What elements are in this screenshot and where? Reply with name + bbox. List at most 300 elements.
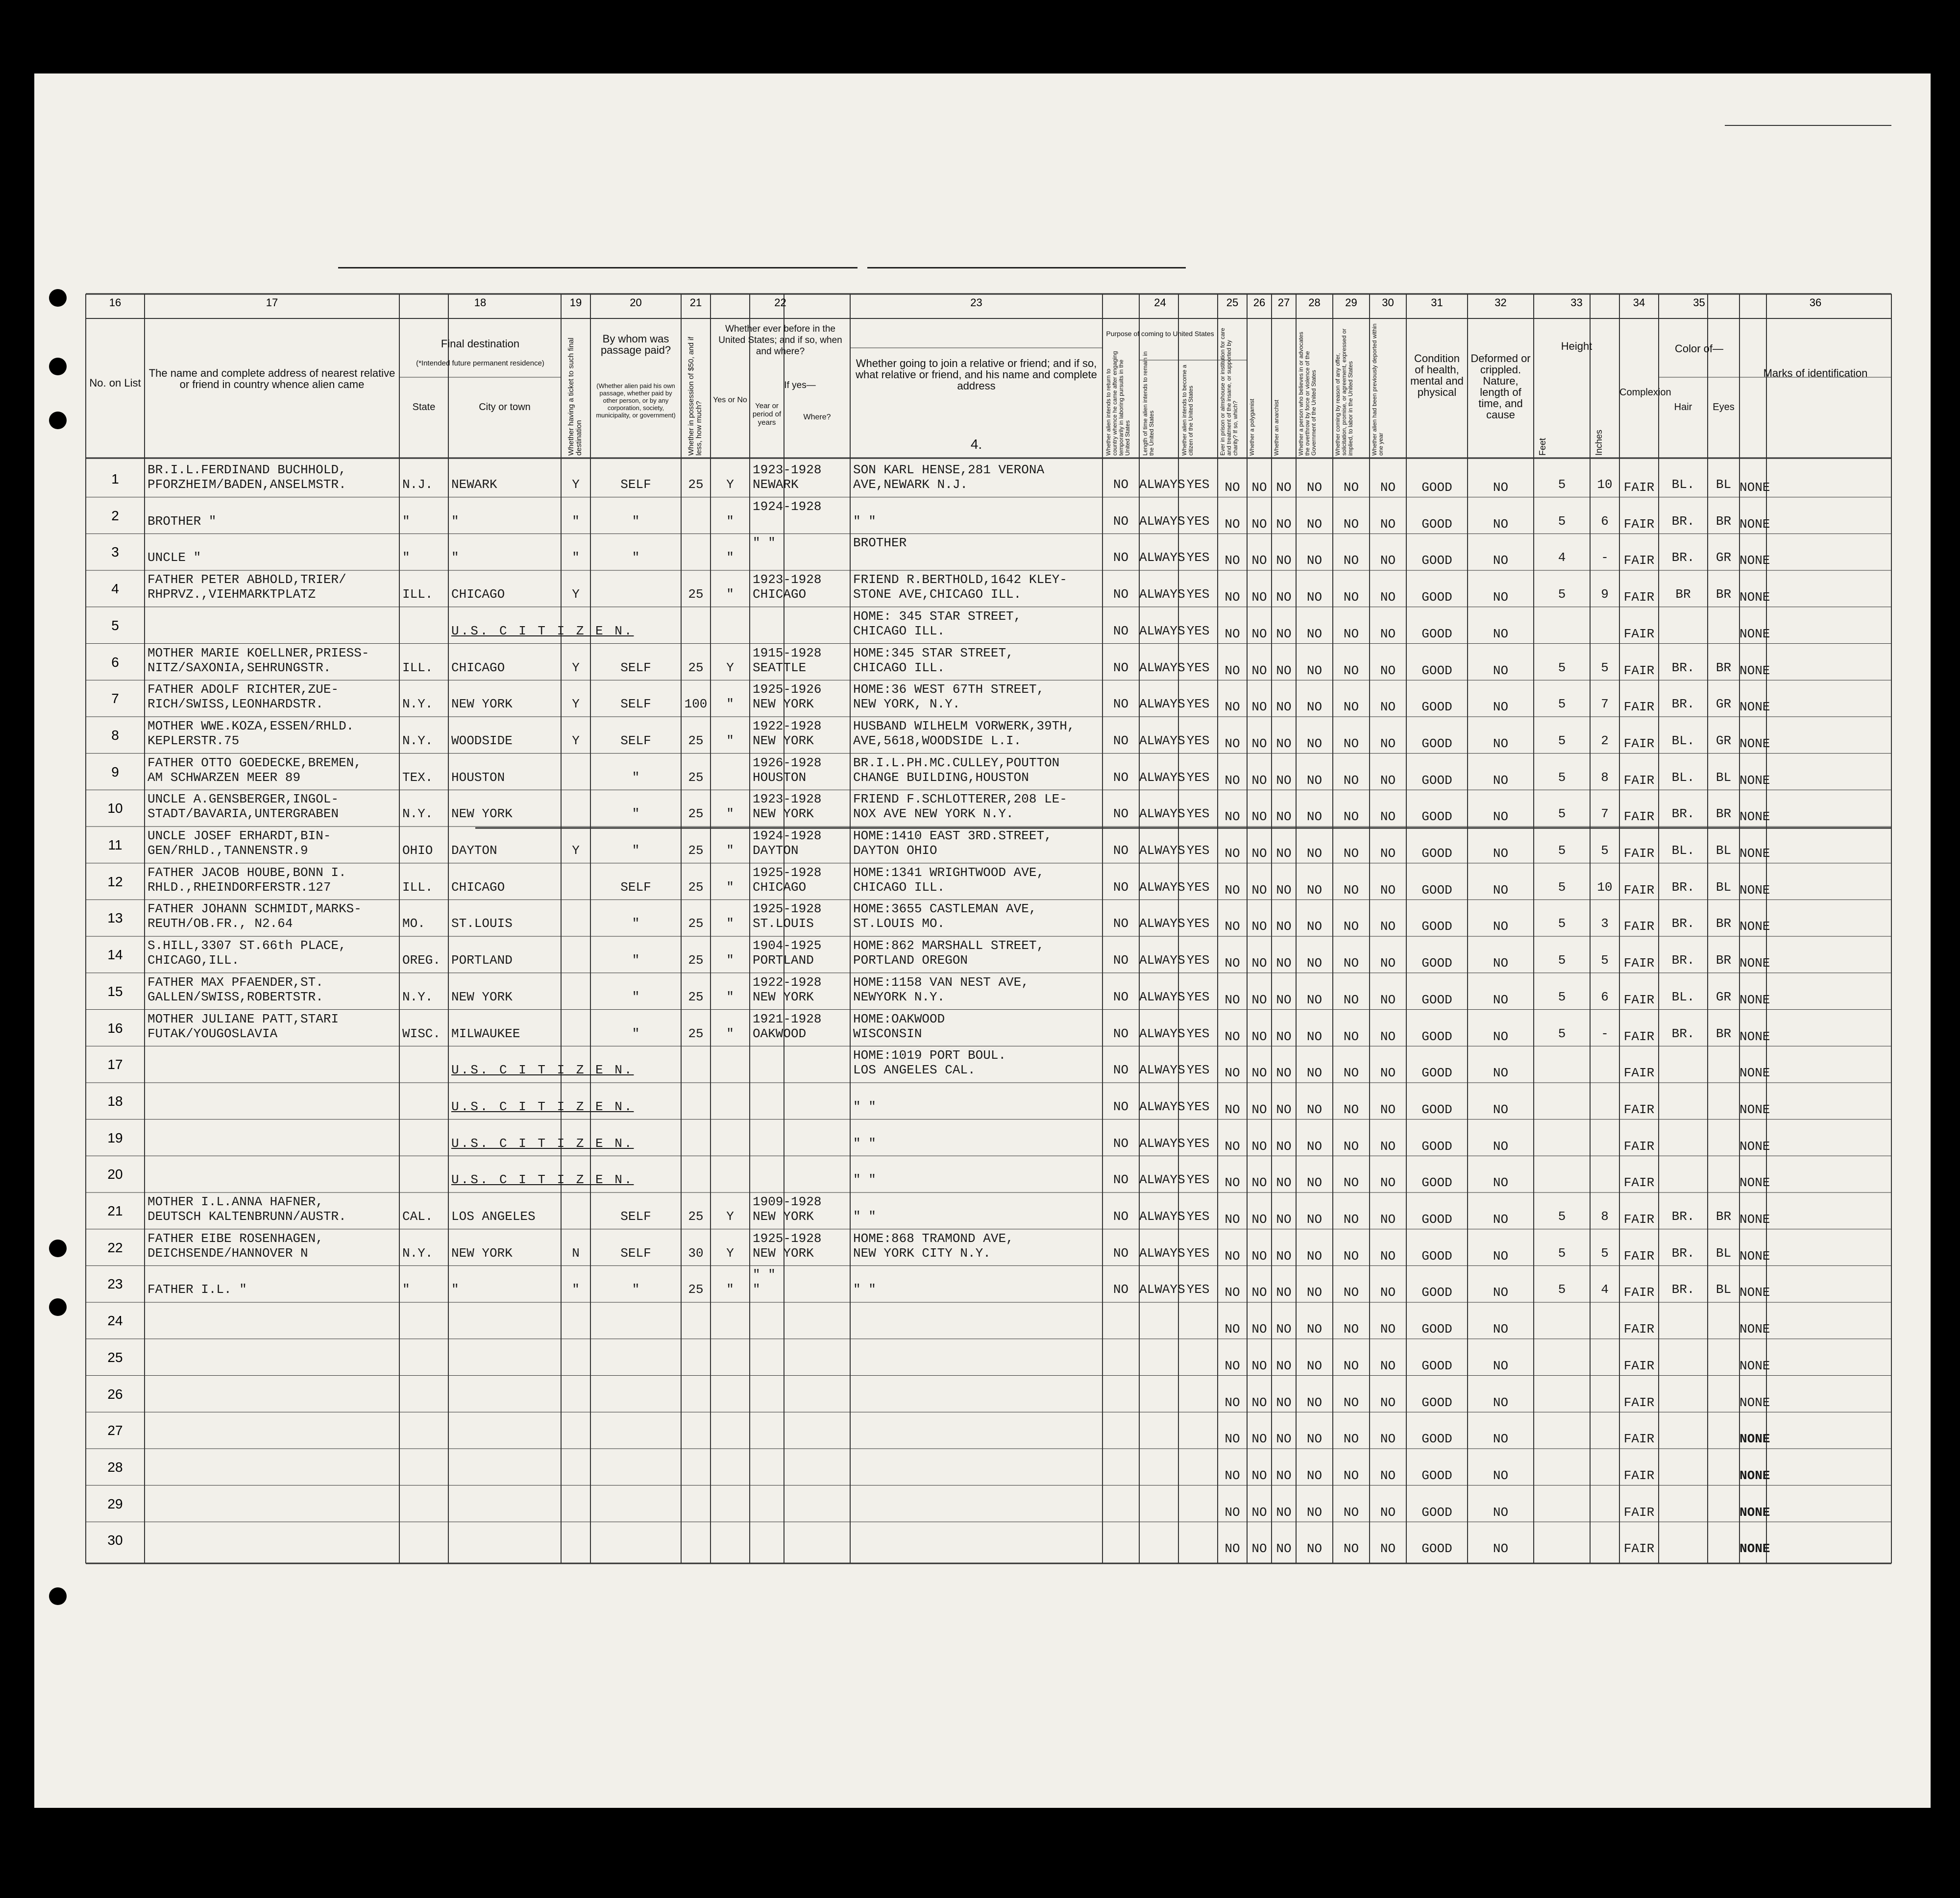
- cell-inches: -: [1601, 550, 1609, 565]
- cell-rel1: BR.I.L.FERDINAND BUCHHOLD,: [147, 462, 346, 477]
- cell-deformed: NO: [1493, 590, 1509, 605]
- cell-complexion: FAIR: [1623, 480, 1655, 495]
- cell-c27: NO: [1276, 992, 1292, 1007]
- cell-eyes: BL: [1715, 1282, 1732, 1297]
- cell-p2: ALWAYS: [1139, 770, 1185, 785]
- cell-inches: 6: [1601, 513, 1609, 529]
- cell-city: ": [451, 1282, 459, 1297]
- cell-hair: BR.: [1671, 1245, 1695, 1261]
- cell-c25: NO: [1225, 1285, 1240, 1300]
- cell-p3: YES: [1186, 1245, 1210, 1261]
- cell-c27: NO: [1276, 956, 1292, 971]
- row-number: 18: [107, 1093, 123, 1109]
- column-header-c16: No. on List: [89, 377, 141, 389]
- cell-where: NEW YORK: [753, 697, 814, 712]
- cell-deformed: NO: [1493, 700, 1509, 715]
- cell-health: GOOD: [1421, 1541, 1452, 1557]
- cell-state: OREG.: [402, 953, 441, 968]
- cell-paid: SELF: [620, 1209, 651, 1224]
- cell-where: NEW YORK: [753, 733, 814, 748]
- cell-health: GOOD: [1421, 809, 1452, 825]
- cell-p3: YES: [1186, 477, 1210, 492]
- cell-join1: FRIEND F.SCHLOTTERER,208 LE-: [853, 792, 1067, 807]
- cell-marks: NONE: [1740, 700, 1770, 715]
- cell-feet: 5: [1558, 660, 1566, 675]
- cell-join2: CHICAGO ILL.: [853, 879, 945, 895]
- cell-feet: 4: [1558, 550, 1566, 565]
- cell-join1: HOME:862 MARSHALL STREET,: [853, 938, 1045, 953]
- row-number: 16: [107, 1020, 123, 1036]
- cell-complexion: FAIR: [1623, 1139, 1655, 1154]
- cell-c25: NO: [1225, 480, 1240, 495]
- cell-where: ": [753, 1282, 760, 1297]
- cell-where: NEW YORK: [753, 806, 814, 822]
- cell-c28: NO: [1306, 956, 1323, 971]
- cell-c25: NO: [1225, 553, 1240, 568]
- cell-p1: NO: [1113, 513, 1129, 529]
- cell-deformed: NO: [1493, 919, 1509, 934]
- row-number: 13: [107, 910, 123, 926]
- cell-join1: HOME:868 TRAMOND AVE,: [853, 1231, 1014, 1246]
- cell-c30: NO: [1380, 1066, 1396, 1081]
- column-number-c18: 18: [474, 296, 487, 309]
- cell-rel2: FATHER I.L. ": [147, 1282, 247, 1297]
- cell-rel2: AM SCHWARZEN MEER 89: [147, 770, 301, 785]
- cell-p3: YES: [1186, 843, 1210, 858]
- cell-rel2: STADT/BAVARIA,UNTERGRABEN: [147, 806, 339, 822]
- cell-c30: NO: [1380, 882, 1396, 898]
- cell-complexion: FAIR: [1623, 919, 1655, 934]
- cell-hair: BR.: [1671, 806, 1695, 822]
- cell-p2: ALWAYS: [1139, 550, 1185, 565]
- cell-deformed: NO: [1493, 1175, 1509, 1191]
- cell-rel2: RICH/SWISS,LEONHARDSTR.: [147, 697, 323, 712]
- column-header-c27: Whether an anarchist: [1273, 399, 1280, 456]
- cell-inches: 7: [1601, 806, 1609, 822]
- cell-join2: " ": [853, 1282, 876, 1297]
- cell-c27: NO: [1276, 1541, 1292, 1557]
- cell-health: GOOD: [1421, 1285, 1452, 1300]
- cell-deformed: NO: [1493, 480, 1509, 495]
- cell-ticket: Y: [572, 843, 580, 858]
- cell-p3: YES: [1186, 770, 1210, 785]
- cell-join2: AVE,NEWARK N.J.: [853, 477, 968, 492]
- cell-deformed: NO: [1493, 663, 1509, 678]
- cell-c27: NO: [1276, 1139, 1292, 1154]
- cell-c26: NO: [1251, 1102, 1267, 1117]
- cell-eyes: GR: [1715, 989, 1732, 1004]
- column-header-c33: Height: [1561, 340, 1592, 352]
- cell-city: NEW YORK: [451, 697, 513, 712]
- cell-deformed: NO: [1493, 1066, 1509, 1081]
- cell-inches: 9: [1601, 587, 1609, 602]
- cell-rel1: UNCLE A.GENSBERGER,INGOL-: [147, 792, 339, 807]
- column-header-c20: By whom was passage paid?: [600, 333, 671, 356]
- cell-c30: NO: [1380, 1395, 1396, 1410]
- column-header-c22: Whether ever before in the United States; and if so, when and where?: [718, 324, 842, 357]
- cell-deformed: NO: [1493, 773, 1509, 788]
- cell-feet: 5: [1558, 697, 1566, 712]
- cell-marks: NONE: [1740, 956, 1770, 971]
- cell-paid: SELF: [620, 477, 651, 492]
- cell-c27: NO: [1276, 1029, 1292, 1044]
- cell-c30: NO: [1380, 736, 1396, 751]
- cell-c28: NO: [1306, 1248, 1323, 1264]
- cell-complexion: FAIR: [1623, 1175, 1655, 1191]
- column-number-c24: 24: [1154, 296, 1166, 309]
- column-number-c26: 26: [1253, 296, 1266, 309]
- column-number-c31: 31: [1431, 296, 1443, 309]
- cell-c26: NO: [1251, 553, 1267, 568]
- row-number: 10: [107, 801, 123, 816]
- cell-c29: NO: [1343, 1468, 1359, 1483]
- cell-feet: 5: [1558, 587, 1566, 602]
- cell-c29: NO: [1343, 736, 1359, 751]
- column-header-c18: Final destination: [441, 338, 520, 350]
- cell-p3: YES: [1186, 623, 1210, 638]
- cell-p2: ALWAYS: [1139, 697, 1185, 712]
- cell-p1: NO: [1113, 989, 1129, 1004]
- cell-c27: NO: [1276, 1212, 1292, 1227]
- row-number: 27: [107, 1423, 123, 1438]
- cell-rel1: MOTHER WWE.KOZA,ESSEN/RHLD.: [147, 718, 354, 733]
- cell-p2: ALWAYS: [1139, 916, 1185, 931]
- row-number: 19: [107, 1130, 123, 1145]
- column-header-c28: Whether a person who believes in or advocates the overthrow by force or violence of the Government of the United States: [1298, 332, 1317, 456]
- cell-c30: NO: [1380, 1175, 1396, 1191]
- cell-deformed: NO: [1493, 736, 1509, 751]
- cell-p1: NO: [1113, 587, 1129, 602]
- cell-join1: HOME:3655 CASTLEMAN AVE,: [853, 901, 1037, 917]
- column-number-c19: 19: [569, 296, 582, 309]
- cell-eyes: GR: [1715, 697, 1732, 712]
- cell-city: U.S. C I T I Z E N.: [451, 1172, 634, 1188]
- cell-where: OAKWOOD: [753, 1026, 807, 1041]
- cell-c25: NO: [1225, 700, 1240, 715]
- cell-paid: SELF: [620, 879, 651, 895]
- cell-ticket: Y: [572, 477, 580, 492]
- cell-complexion: FAIR: [1623, 553, 1655, 568]
- cell-p3: YES: [1186, 513, 1210, 529]
- cell-c30: NO: [1380, 1285, 1396, 1300]
- column-number-c27: 27: [1277, 296, 1290, 309]
- cell-health: GOOD: [1421, 1175, 1452, 1191]
- cell-c29: NO: [1343, 1505, 1359, 1520]
- cell-c28: NO: [1306, 626, 1323, 641]
- column-number-c36: 36: [1809, 296, 1822, 309]
- column-number-c33: 33: [1570, 296, 1583, 309]
- cell-money: 25: [688, 879, 704, 895]
- cell-money: 25: [688, 770, 704, 785]
- cell-hair: BR.: [1671, 879, 1695, 895]
- column-number-c23: 23: [970, 296, 982, 309]
- cell-complexion: FAIR: [1623, 1505, 1655, 1520]
- cell-p3: YES: [1186, 879, 1210, 895]
- column-number-c20: 20: [630, 296, 642, 309]
- cell-c30: NO: [1380, 809, 1396, 825]
- cell-join2: AVE,5618,WOODSIDE L.I.: [853, 733, 1022, 748]
- cell-health: GOOD: [1421, 1395, 1452, 1410]
- cell-p1: NO: [1113, 806, 1129, 822]
- cell-marks: NONE: [1740, 809, 1770, 825]
- cell-paid: ": [632, 550, 640, 565]
- cell-marks: NONE: [1740, 516, 1770, 532]
- cell-paid: ": [632, 1026, 640, 1041]
- cell-health: GOOD: [1421, 1432, 1452, 1447]
- cell-eyes: BR: [1715, 1209, 1732, 1224]
- cell-rel2: FUTAK/YOUGOSLAVIA: [147, 1026, 278, 1041]
- cell-c30: NO: [1380, 1212, 1396, 1227]
- cell-rel1: MOTHER JULIANE PATT,STARI: [147, 1011, 339, 1026]
- cell-complexion: FAIR: [1623, 846, 1655, 861]
- cell-state: N.Y.: [402, 697, 433, 712]
- cell-p2: ALWAYS: [1139, 1026, 1185, 1041]
- cell-complexion: FAIR: [1623, 736, 1655, 751]
- cell-c26: NO: [1251, 1358, 1267, 1373]
- cell-p3: YES: [1186, 1063, 1210, 1078]
- cell-c26: NO: [1251, 809, 1267, 825]
- cell-feet: 5: [1558, 989, 1566, 1004]
- cell-hair: BR.: [1671, 1209, 1695, 1224]
- cell-join2: ST.LOUIS MO.: [853, 916, 945, 931]
- cell-complexion: FAIR: [1623, 516, 1655, 532]
- column-header-c33-feet: Feet: [1538, 438, 1547, 456]
- cell-hair: BR.: [1671, 1026, 1695, 1041]
- cell-paid: ": [632, 916, 640, 931]
- cell-yn: Y: [726, 1209, 734, 1224]
- cell-state: MO.: [402, 916, 425, 931]
- cell-inches: 8: [1601, 770, 1609, 785]
- cell-c26: NO: [1251, 1432, 1267, 1447]
- cell-c28: NO: [1306, 553, 1323, 568]
- cell-p1: NO: [1113, 623, 1129, 638]
- cell-state: N.J.: [402, 477, 433, 492]
- cell-state: ILL.: [402, 587, 433, 602]
- cell-city: U.S. C I T I Z E N.: [451, 1063, 634, 1078]
- cell-p2: ALWAYS: [1139, 1136, 1185, 1151]
- cell-deformed: NO: [1493, 516, 1509, 532]
- cell-marks: NONE: [1740, 1541, 1770, 1557]
- cell-where: NEWARK: [753, 477, 799, 492]
- cell-c27: NO: [1276, 1395, 1292, 1410]
- cell-c28: NO: [1306, 919, 1323, 934]
- cell-feet: 5: [1558, 806, 1566, 822]
- cell-c26: NO: [1251, 663, 1267, 678]
- cell-health: GOOD: [1421, 1139, 1452, 1154]
- cell-years: 1926-1928: [753, 755, 822, 770]
- cell-years: 1923-1928: [753, 572, 822, 587]
- cell-eyes: BL: [1715, 1245, 1732, 1261]
- cell-join2: " ": [853, 1172, 876, 1188]
- cell-join1: HOME:36 WEST 67TH STREET,: [853, 682, 1045, 697]
- cell-c27: NO: [1276, 1248, 1292, 1264]
- cell-c28: NO: [1306, 1432, 1323, 1447]
- cell-c28: NO: [1306, 882, 1323, 898]
- cell-hair: BL.: [1671, 770, 1695, 785]
- cell-join1: HOME: 345 STAR STREET,: [853, 608, 1022, 624]
- column-header-c36: Marks of identification: [1763, 367, 1868, 379]
- cell-deformed: NO: [1493, 882, 1509, 898]
- cell-inches: 2: [1601, 733, 1609, 748]
- cell-c28: NO: [1306, 1395, 1323, 1410]
- cell-marks: NONE: [1740, 1432, 1770, 1447]
- cell-p1: NO: [1113, 1282, 1129, 1297]
- cell-city: WOODSIDE: [451, 733, 513, 748]
- cell-years: " ": [753, 1267, 776, 1283]
- cell-health: GOOD: [1421, 626, 1452, 641]
- cell-complexion: FAIR: [1623, 882, 1655, 898]
- column-header-c31: Condition of health, mental and physical: [1410, 352, 1464, 398]
- cell-years: 1923-1928: [753, 792, 822, 807]
- cell-health: GOOD: [1421, 1505, 1452, 1520]
- cell-complexion: FAIR: [1623, 1029, 1655, 1044]
- cell-c27: NO: [1276, 553, 1292, 568]
- column-header-c33-inches: Inches: [1594, 429, 1604, 456]
- cell-ticket: ": [572, 513, 580, 529]
- cell-c30: NO: [1380, 919, 1396, 934]
- cell-marks: NONE: [1740, 1029, 1770, 1044]
- cell-hair: BR.: [1671, 1282, 1695, 1297]
- cell-complexion: FAIR: [1623, 1468, 1655, 1483]
- cell-c29: NO: [1343, 1175, 1359, 1191]
- cell-c27: NO: [1276, 1468, 1292, 1483]
- cell-c25: NO: [1225, 1175, 1240, 1191]
- cell-join2: NOX AVE NEW YORK N.Y.: [853, 806, 1014, 822]
- cell-c25: NO: [1225, 1029, 1240, 1044]
- cell-hair: BL.: [1671, 477, 1695, 492]
- cell-c28: NO: [1306, 773, 1323, 788]
- cell-c25: NO: [1225, 1212, 1240, 1227]
- cell-p1: NO: [1113, 733, 1129, 748]
- cell-c28: NO: [1306, 1212, 1323, 1227]
- cell-join2: NEWYORK N.Y.: [853, 989, 945, 1004]
- cell-c28: NO: [1306, 1468, 1323, 1483]
- cell-p1: NO: [1113, 916, 1129, 931]
- cell-join1: BR.I.L.PH.MC.CULLEY,POUTTON: [853, 755, 1060, 770]
- column-header-c35: Color of—: [1674, 342, 1724, 355]
- cell-rel2: KEPLERSTR.75: [147, 733, 240, 748]
- cell-p2: ALWAYS: [1139, 587, 1185, 602]
- cell-inches: 5: [1601, 1245, 1609, 1261]
- cell-health: GOOD: [1421, 663, 1452, 678]
- cell-health: GOOD: [1421, 1322, 1452, 1337]
- cell-marks: NONE: [1740, 1175, 1770, 1191]
- cell-complexion: FAIR: [1623, 1395, 1655, 1410]
- cell-join2: " ": [853, 513, 876, 529]
- row-number: 28: [107, 1459, 123, 1475]
- row-number: 7: [111, 691, 119, 706]
- cell-c26: NO: [1251, 992, 1267, 1007]
- cell-health: GOOD: [1421, 956, 1452, 971]
- cell-years: 1924-1928: [753, 828, 822, 843]
- cell-eyes: BR: [1715, 916, 1732, 931]
- cell-years: 1925-1928: [753, 865, 822, 880]
- cell-c26: NO: [1251, 480, 1267, 495]
- cell-feet: 5: [1558, 733, 1566, 748]
- cell-state: OHIO: [402, 843, 433, 858]
- cell-city: U.S. C I T I Z E N.: [451, 1136, 634, 1151]
- cell-yn: ": [726, 879, 734, 895]
- cell-c25: NO: [1225, 919, 1240, 934]
- cell-complexion: FAIR: [1623, 992, 1655, 1007]
- cell-c28: NO: [1306, 1358, 1323, 1373]
- cell-feet: 5: [1558, 513, 1566, 529]
- cell-c25: NO: [1225, 590, 1240, 605]
- cell-c26: NO: [1251, 1541, 1267, 1557]
- cell-c27: NO: [1276, 1285, 1292, 1300]
- cell-p3: YES: [1186, 989, 1210, 1004]
- cell-c27: NO: [1276, 919, 1292, 934]
- row-number: 15: [107, 983, 123, 999]
- cell-feet: 5: [1558, 953, 1566, 968]
- cell-inches: 10: [1597, 879, 1613, 895]
- cell-join1: HOME:1341 WRIGHTWOOD AVE,: [853, 865, 1045, 880]
- cell-c27: NO: [1276, 1505, 1292, 1520]
- cell-hair: BR.: [1671, 550, 1695, 565]
- cell-inches: 6: [1601, 989, 1609, 1004]
- cell-c26: NO: [1251, 882, 1267, 898]
- cell-c30: NO: [1380, 590, 1396, 605]
- cell-join2: " ": [853, 1209, 876, 1224]
- cell-health: GOOD: [1421, 773, 1452, 788]
- cell-where: NEW YORK: [753, 1245, 814, 1261]
- cell-money: 25: [688, 587, 704, 602]
- column-header-c23-extra: 4.: [970, 437, 982, 452]
- row-number: 21: [107, 1203, 123, 1218]
- cell-marks: NONE: [1740, 846, 1770, 861]
- cell-p1: NO: [1113, 477, 1129, 492]
- cell-p1: NO: [1113, 1026, 1129, 1041]
- cell-c25: NO: [1225, 1358, 1240, 1373]
- cell-eyes: BL: [1715, 477, 1732, 492]
- cell-c25: NO: [1225, 1322, 1240, 1337]
- column-header-c24: Purpose of coming to United States: [1106, 330, 1214, 338]
- column-header-c18-note: (*Intended future permanent residence): [416, 359, 544, 367]
- cell-health: GOOD: [1421, 846, 1452, 861]
- column-header-c19-label: Whether having a ticket to such final destination: [567, 338, 583, 456]
- cell-deformed: NO: [1493, 1102, 1509, 1117]
- cell-c28: NO: [1306, 1066, 1323, 1081]
- cell-c25: NO: [1225, 1395, 1240, 1410]
- cell-eyes: GR: [1715, 733, 1732, 748]
- cell-join2: NEW YORK CITY N.Y.: [853, 1245, 991, 1261]
- cell-marks: NONE: [1740, 736, 1770, 751]
- cell-ticket: Y: [572, 733, 580, 748]
- cell-marks: NONE: [1740, 1248, 1770, 1264]
- cell-paid: SELF: [620, 660, 651, 675]
- cell-yn: ": [726, 1282, 734, 1297]
- cell-state: TEX.: [402, 770, 433, 785]
- cell-rel1: FATHER PETER ABHOLD,TRIER/: [147, 572, 346, 587]
- cell-p2: ALWAYS: [1139, 806, 1185, 822]
- cell-rel2: REUTH/OB.FR., N2.64: [147, 916, 293, 931]
- row-number: 6: [111, 654, 119, 670]
- cell-deformed: NO: [1493, 1505, 1509, 1520]
- cell-where: CHICAGO: [753, 879, 807, 895]
- cell-yn: ": [726, 953, 734, 968]
- cell-c27: NO: [1276, 846, 1292, 861]
- cell-money: 30: [688, 1245, 704, 1261]
- cell-c26: NO: [1251, 516, 1267, 532]
- row-number: 1: [111, 471, 119, 487]
- cell-c27: NO: [1276, 626, 1292, 641]
- cell-hair: BR.: [1671, 697, 1695, 712]
- cell-c27: NO: [1276, 1102, 1292, 1117]
- cell-rel1: FATHER ADOLF RICHTER,ZUE-: [147, 682, 339, 697]
- cell-hair: BR: [1675, 587, 1691, 602]
- cell-c28: NO: [1306, 1139, 1323, 1154]
- cell-c27: NO: [1276, 1175, 1292, 1191]
